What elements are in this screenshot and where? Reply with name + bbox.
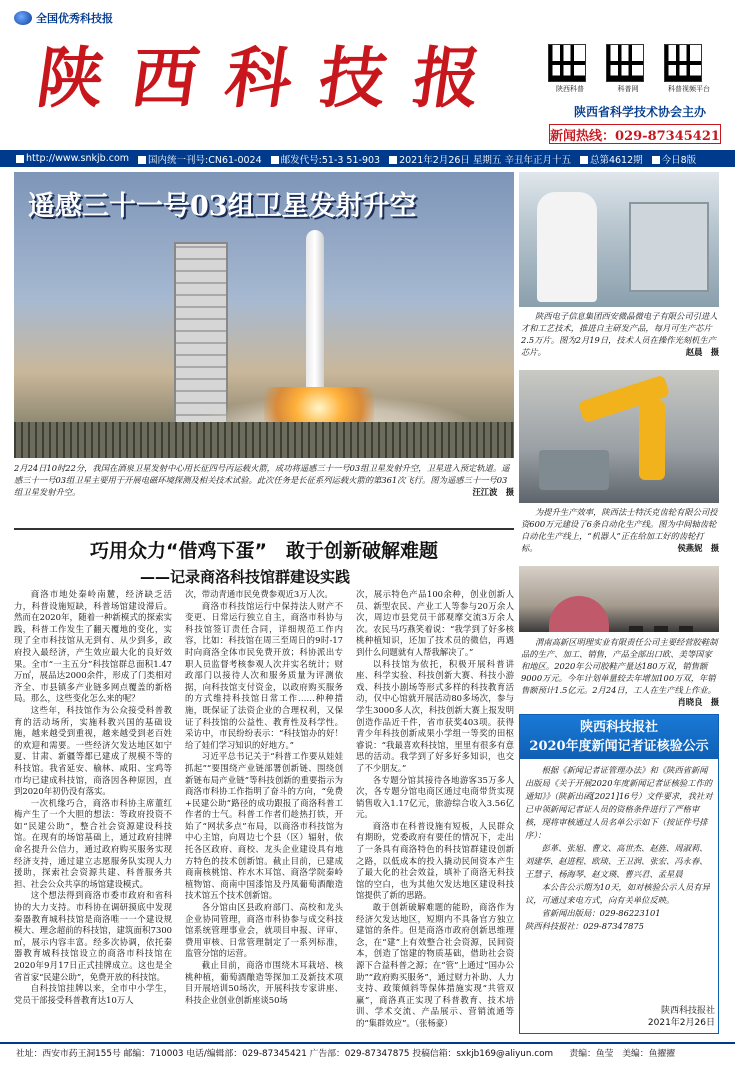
footer-editors: 责编：鱼莹 美编：鱼擢擢	[569, 1048, 675, 1059]
sponsor-line: 陕西省科学技术协会主办	[573, 105, 706, 119]
article-column-1: 商洛市地处秦岭南麓，经济缺乏活力，科普设施短缺，科普场馆建设滞后。然而在2020年，随着一种新模式的探索实践，科普工作发生了翻天覆地的变化，实现了全市科技馆从无到有、从少到多，政府投入最经济，产生效应最大化的良好效果。全市“一主五分”科技馆群总面积1.47万㎡，展品达2000余件，形成了门类相对齐全、市县镇多产业链多网点覆盖的新格局。那么，这些变化怎么来的呢？ 这些年，科技馆作为公众接受科普教育的活动场所，实施科教兴国的基础设施，越来越受到重视，越来越受到老百姓的欢迎和需要。一些经济欠发达地区如宁夏、甘肃、新疆等都已建成了规模不等的科技馆。我省延安、榆林、咸阳、宝鸡等市均已建成科技馆，商洛因各种原因，直到2020年初仍没有落实。 一次机缘巧合，商洛市科协主席董红梅产生了一个大胆的想法：等政府投资不如“民建公助”，整合社会资源建设科技馆。在现有的场馆基础上，通过政府挂牌命名提升公信力，通过政府购买服务实现经济支持，通过建立志愿服务队实现人力援助，探索社会资源共建、科普服务共担、社会公众共享的场馆建设模式。 这个想法得到商洛市委市政府和省科协的大力支持。市科协在调研摸底中发现秦器教育城科技馆是商洛唯一一个建设规模大、理念超前的科技馆，建筑面积7300㎡，展示内容丰富。经多次协调，依托秦器教育城科技馆设立的商洛市科技馆在2020年9月17日正式挂牌成立。这也是全省首家“民建公助”，免费开放的科技馆。 自科技馆挂牌以来，全市中小学生，党员干部接受科普教育达10万人	[14, 589, 172, 1005]
website-link[interactable]: http://www.snkjb.com	[16, 153, 129, 164]
spacer	[521, 630, 719, 631]
notice-phone-1: 省新闻出版局：029-86223101	[541, 908, 661, 918]
tree-line	[14, 422, 514, 458]
notice-title: 2020年度新闻记者证核验公示	[529, 739, 709, 754]
hero-caption: 2月24日10时22分，我国在酒泉卫星发射中心用长征四号丙运载火箭，成功将遥感三十一号03组卫星发射升空，卫星进入预定轨道。遥感三十一号03组卫星主要用于开展电磁环境探测及相关技术试验。此次任务是长征系列运载火箭的第361次飞行。图为遥感三十一号03组卫星发射升空。 汪江波 摄	[14, 463, 514, 497]
photo-caption-2: 为提升生产效率，陕西法士特沃克齿轮有限公司投资600万元建设了6条自动化生产线。图为中间轴齿轮自动化生产线上，“机器人”正在给加工好的齿轮打标。 侯燕妮 摄	[521, 507, 719, 553]
qr-code-2[interactable]	[606, 44, 650, 94]
footer-contact: 社址：西安市药王洞155号 邮编：710003 电话/编辑部：029-87345421 广告部：029-87347875 投稿信箱：sxkjb169@aliyun.com	[16, 1048, 554, 1059]
factory-worker	[549, 596, 609, 632]
qr-label: 陕西科普	[556, 85, 584, 93]
photo-credit: 汪江波 摄	[472, 487, 514, 497]
lithography-machine	[629, 202, 709, 292]
hero-headline: 遥感三十一号03组卫星发射升空	[28, 191, 417, 222]
footer-bar	[0, 1042, 735, 1060]
rocket	[306, 230, 324, 400]
page-count: 今日8版	[652, 152, 697, 166]
hero-rocket-photo[interactable]	[14, 172, 514, 458]
newspaper-tagline	[14, 10, 138, 26]
notice-signature: 陕西科技报社 2021年2月26日	[647, 1006, 715, 1028]
notice-body: 根据《新闻记者证管理办法》和《陕西省新闻出版局《关于开展2020年度新闻记者证核验工作的通知》》（陕新出函[2021]16号）文件要求，我社对已申领新闻记者证人员的资格条件进行了严格审核，现将审核通过人员名单公示如下（按证件号排序）： 彭革、张旭、曹文、高世杰、赵旌、周淑莉、刘建华、赵进程、欧琰、王卫润、张宏、冯永春、王慧子、杨海琴、赵文瑛、曹兴君、孟星晨 本公告公示期为10天，如对核验公示人员有异议，可通过来电方式，向有关单位反映。 省新闻出版局：029-86223101 陕西科技报社：029-87347875	[525, 764, 715, 933]
qr-code-icon	[548, 44, 586, 82]
photo-caption-1: 陕西电子信息集团西安微晶微电子有限公司引进人才和工艺技术，推进自主研发产品，每月可生产芯片2.5万片。图为2月19日，技术人员在操作光刻机生产芯片。 赵晨 摄	[521, 311, 719, 357]
date-info: 2021年2月26日 星期五 辛丑年正月十五	[389, 152, 571, 166]
masthead-title: 陕西科技报	[32, 39, 514, 117]
boot-mold	[679, 626, 693, 632]
news-hotline[interactable]: 新闻热线：029-87345421	[549, 124, 721, 144]
issue-info-bar	[0, 150, 735, 167]
worker-in-cleanroom-suit	[537, 192, 597, 302]
qr-code-icon	[664, 44, 702, 82]
boot-mold	[629, 626, 643, 632]
chip-factory-photo[interactable]	[519, 172, 719, 307]
qr-code-3[interactable]	[664, 44, 714, 94]
notice-org: 陕西科技报社	[579, 720, 658, 735]
article-subheadline: ——记录商洛科技馆群建设实践	[140, 568, 351, 586]
article-divider	[14, 528, 514, 530]
qr-code-1[interactable]	[548, 44, 592, 94]
issn-info: 国内统一刊号:CN61-0024	[138, 152, 262, 166]
notice-names: 彭革、张旭、曹文、高世杰、赵旌、周淑莉、刘建华、赵进程、欧琰、王卫润、张宏、冯永春、王慧子、杨海琴、赵文瑛、曹兴君、孟星晨	[525, 843, 708, 879]
tagline-text: 全国优秀科技报	[36, 12, 113, 25]
article-column-2: 次，带动青通市民免费参观近3万人次。 商洛市科技馆运行中保持法人财产不变更、日常运行独立自主，商洛市科协与科技馆签订责任合同，详细规范工作内容，比如：科技馆在周三至周日的9时-17时向商洛全体市民免费开放；科协派出专职人员监督考核参观人次并实名统计；财政部门以接待人次和服务质量为评测依据，向科技馆支付资金，以政府购买服务的方式维持科技馆日常工作……种种措施，既保证了法资企业的合理权利，又保证了科技馆的公益性、教育性及科学性。采访中，市民纷纷表示：“科技馆办的好！给了娃们学习知识的好地方。” 习近平总书记关于“科普工作要从娃娃抓起”“要围绕产业链部署创新链、围绕创新链布局产业链”等科技创新的重要指示为商洛市科协工作指明了奋斗的方向，“免费+民建公助”路径的成功跟报了商洛科普工作者的士气。科普工作者们趁热打铁，开始了“网状多点”布局，以商洛市科技馆为中心主馆，向周边七个县（区）辐射，依托各区政府、商校、龙头企业建设具有地方特色的技术创新馆。截止目前，已建成商南核桃馆、柞水木耳馆、商洛学院秦岭植物馆、商南中国漆馆及丹凤葡萄酒酿造技术馆五个技术创新馆。 各分馆由区县政府部门、高校和龙头企业协同管理，商洛市科协参与成交科技馆系统管理事业会，就项目申报、评审、费用审核、日常管理制定了一系列标准，监管分馆的运营。 截止目前，商洛市围绕木耳栽培、核桃种植，葡萄酒酿造等探加工及新技术项目开展培训50场次，开展科技专家讲座、科技企业创业创新座谈50场	[185, 589, 343, 1005]
notice-phone-2: 陕西科技报社：029-87347875	[525, 921, 644, 931]
photo-credit: 肖晓良 摄	[677, 697, 719, 707]
boot-mold	[654, 626, 668, 632]
qr-label: 科普视频平台	[668, 85, 710, 93]
photo-caption-3: 渭南高新区明理实业有限责任公司主要经营胶鞋制品的生产、加工、销售，产品全部出口欧、美等国家和地区。2020年公司胶鞋产量达180万双，销售额9000万元。今年计划单量较去年增加100万双，年销售额预计1.5亿元。2月24日，工人在生产线上作业。 肖晓良 摄	[521, 637, 719, 707]
notice-header	[520, 715, 718, 759]
postal-code-info: 邮发代号:51-3 51-903	[271, 152, 380, 166]
rubber-boot-factory-photo[interactable]	[519, 566, 719, 632]
gear-workpiece	[539, 450, 609, 490]
qr-label: 科普网	[617, 85, 639, 93]
article-headline: 巧用众力“借鸡下蛋” 敢于创新破解难题	[90, 540, 438, 562]
qr-code-icon	[606, 44, 644, 82]
article-column-3: 次，展示特色产品100余种，创业创新人员、新型农民、产业工人等参与20万余人次，周边市县党员干部观摩交流3万余人次。农民马巧燕笑着说：“我学到了好多核桃种植知识，还加了技术员的微信，再遇到什么问题就有人帮我解决了。” 以科技馆为依托，积极开展科普讲座、科学实验、科技创新大赛、科技小游戏、科技小剧场等形式多样的科技教育活动，仅中心馆就开展活动80多场次，参与学生3000多人次，科技创新大赛上报发明创造作品近千件，省市获奖403项。获得青少年科技创新成果小学组一等奖的田枢睿说：“我最喜欢科技馆，里里有很多有意思的活动。我学到了好多好多知识，也交了不少朋友。” 各专题分馆其接待各地游客35万多人次，各专题分馆电商区通过电商带货实现销售收入1.17亿元，旅游综合收入3.56亿元。 商洛市在科普设施有短板，人民群众有期盼，党委政府有要任的情况下，走出了一条具有商洛特色的科技馆群建设创新之路，以低成本的投入撬动民间资本产生了最大化的社会效益，填补了商洛无科技馆的空白，也为其他欠发达地区建设科技馆提供了新的思路。 敢于创新破解难题的能盼，商洛作为经济欠发达地区，短期内不具备官方独立建馆的条件。但是商洛市政府创新思维理念，在“建”上有效整合社会资源，民间资本，创造了馆建的物质基础，借助社会资源下合益科普之源；在“管”上通过“国办公助”“政府购买服务”，通过财力补助、人力支持、政策倾斜等保体措施实现“共管双赢”，商洛真正实现了科普教育、技术培训、学术交流、产品展示、营销流通等的“集群效应”。（张杨豪）	[356, 589, 514, 1028]
globe-logo-icon	[14, 11, 32, 25]
robot-arm-base	[639, 400, 665, 480]
robot-arm-photo[interactable]	[519, 370, 719, 503]
issue-number: 总第4612期	[580, 152, 643, 166]
